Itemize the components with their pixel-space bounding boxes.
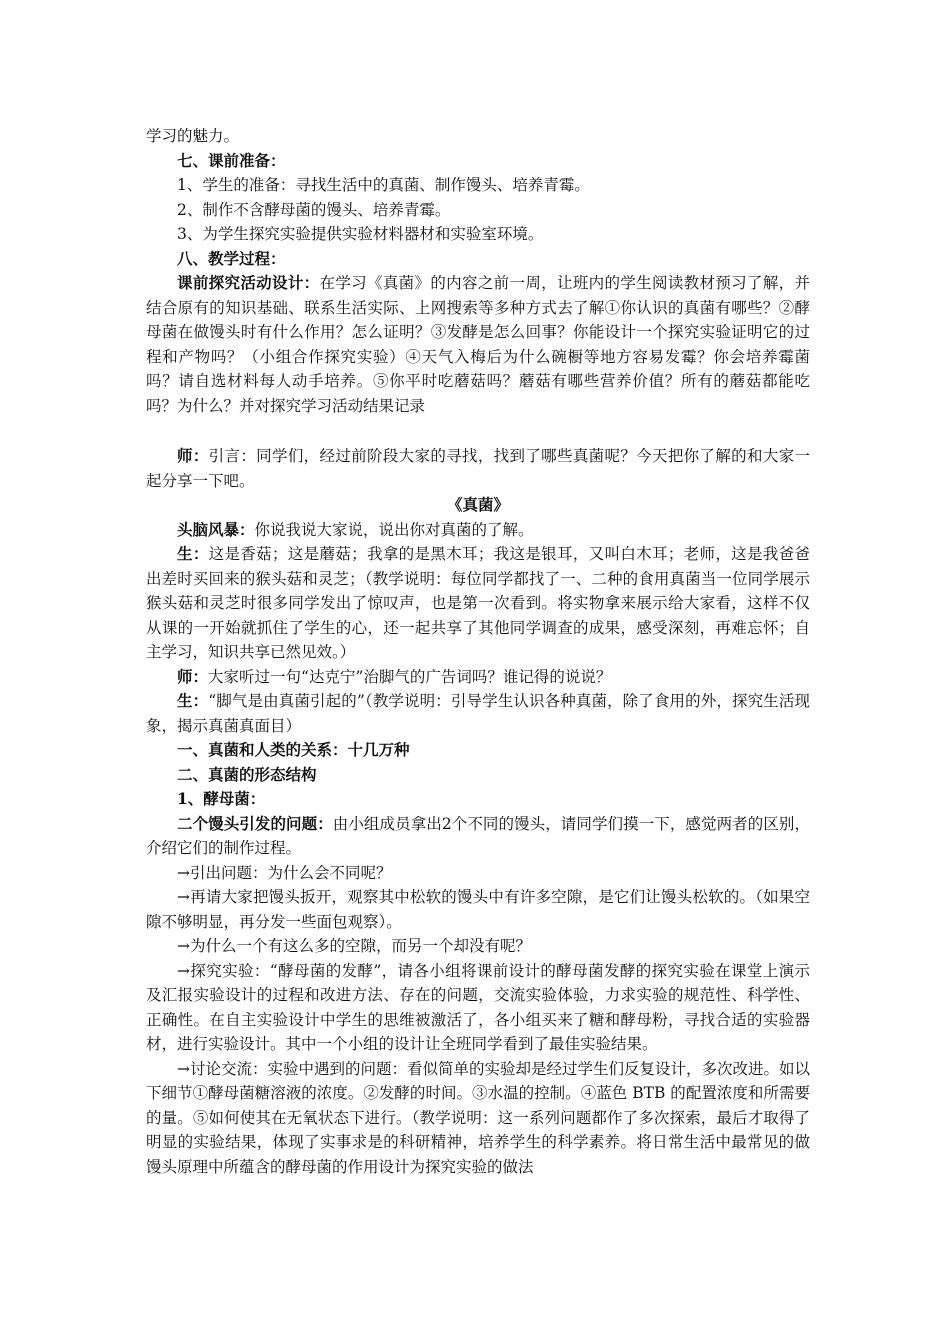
paragraph	[146, 124, 810, 149]
paragraph	[146, 738, 810, 763]
paragraph	[146, 444, 810, 493]
paragraph-text: 3、为学生探究实验提供实验材料器材和实验室环境。	[177, 225, 544, 243]
paragraph-text: →再请大家把馒头扳开，观察其中松软的馒头中有许多空隙，是它们让馒头松软的。（如果空隙不够明显，再分发一些面包观察）。	[146, 888, 810, 931]
bold-lead: 二、真菌的形态结构	[177, 764, 317, 784]
paragraph	[146, 787, 810, 812]
paragraph-text: →为什么一个有这么多的空隙，而另一个却没有呢？	[177, 937, 531, 955]
paragraph	[146, 812, 810, 861]
bold-lead: 一、真菌和人类的关系：十几万种	[177, 740, 410, 759]
section-title: 《真菌》	[446, 495, 509, 514]
paragraph	[146, 665, 810, 690]
paragraph	[146, 542, 810, 665]
paragraph-text: 2、制作不含酵母菌的馒头、培养青霉。	[177, 200, 451, 219]
paragraph	[146, 222, 810, 247]
paragraph-text: 大家听过一句“达克宁”治脚气的广告词吗？谁记得的说说？	[208, 667, 612, 686]
paragraph-text: 这是香菇；这是蘑菇；我拿的是黑木耳；我这是银耳，又叫白木耳；老师，这是我爸爸出差时买回来的猴头菇和灵芝；（教学说明：每位同学都找了一、二种的食用真菌当一位同学展示猴头菇和灵芝时很多同学发出了惊叹声，也是第一次看到。将实物拿来展示给大家看，这样不仅从课的一开始就抓住了学生的心，还一起共享了其他同学调查的成果，感受深刻，再难忘怀；自主学习，知识共享已然见效。）	[146, 545, 810, 661]
paragraph	[146, 1057, 810, 1180]
bold-lead: 八、教学过程：	[177, 248, 286, 268]
bold-lead: 七、课前准备：	[177, 150, 286, 170]
paragraph-text: 在学习《真菌》的内容之前一周，让班内的学生阅读教材预习了解，并结合原有的知识基础、联系生活实际、上网搜索等多种方式去了解①你认识的真菌有哪些？②酵母菌在做馒头时有什么作用？怎么证明？③发酵是怎么回事？你能设计一个探究实验证明它的过程和产物吗？（小组合作探究实验）④天气入梅后为什么碗橱等地方容易发霉？你会培养霉菌吗？请自选材料每人动手培养。⑤你平时吃蘑菇吗？蘑菇有哪些营养价值？所有的蘑菇都能吃吗？为什么？并对探究学习活动结果记录	[146, 274, 810, 415]
paragraph-text: 引言：同学们，经过前阶段大家的寻找，找到了哪些真菌呢？今天把你了解的和大家一起分享一下吧。	[146, 447, 810, 490]
paragraph	[146, 271, 810, 418]
bold-lead: 生：	[177, 544, 209, 563]
paragraph	[146, 689, 810, 738]
paragraph	[146, 518, 810, 543]
paragraph	[146, 934, 810, 959]
paragraph	[146, 198, 810, 223]
paragraph	[146, 173, 810, 198]
blank-line	[146, 418, 810, 444]
paragraph	[146, 763, 810, 788]
paragraph-text: 1、学生的准备：寻找生活中的真菌、制作馒头、培养青霉。	[177, 176, 590, 194]
paragraph	[146, 885, 810, 934]
paragraph-text: “脚气是由真菌引起的”（教学说明：引导学生认识各种真菌，除了食用的外，探究生活现象，揭示真菌真面目）	[146, 692, 810, 735]
paragraph	[146, 861, 810, 886]
paragraph-text: →讨论交流：实验中遇到的问题：看似简单的实验却是经过学生们反复设计，多次改进。如以下细节①酵母菌糖溶液的浓度。②发酵的时间。③水温的控制。④蓝色 BTB 的配置浓度和所需要的量。⑤如何使其在无氧状态下进行。（教学说明：这一系列问题都作了多次探索，最后才取得了明显的实验结果，体现了实事求是的科研精神，培养学生的科学素养。将日常生活中最常见的做馒头原理中所蕴含的酵母菌的作用设计为探究实验的做法	[146, 1059, 810, 1176]
bold-lead: 1、酵母菌：	[177, 789, 266, 808]
paragraph	[146, 247, 810, 272]
bold-lead: 课前探究活动设计：	[177, 273, 320, 292]
bold-lead: 师：	[177, 446, 209, 465]
bold-lead: 师：	[177, 666, 209, 686]
paragraph-text: 由小组成员拿出2个不同的馒头，请同学们摸一下，感觉两者的区别，介绍它们的制作过程。	[146, 814, 810, 857]
paragraph-text: 你说我说大家说，说出你对真菌的了解。	[254, 520, 534, 539]
paragraph	[146, 959, 810, 1057]
document-body	[146, 124, 810, 1179]
paragraph-text: →引出问题：为什么会不同呢？	[177, 863, 392, 882]
paragraph	[146, 149, 810, 174]
bold-lead: 生：	[177, 691, 209, 710]
bold-lead: 头脑风暴：	[177, 519, 255, 539]
bold-lead: 二个馒头引发的问题：	[177, 813, 333, 833]
paragraph-text: 学习的魅力。	[146, 127, 240, 145]
paragraph-text: →探究实验：“酵母菌的发酵”，请各小组将课前设计的酵母菌发酵的探究实验在课堂上演示及汇报实验设计的过程和改进方法、存在的问题，交流实验体验，力求实验的规范性、科学性、正确性。在自主实验设计中学生的思维被激活了，各小组买来了糖和酵母粉，寻找合适的实验器材，进行实验设计。其中一个小组的设计让全班同学看到了最佳实验结果。	[146, 961, 810, 1053]
